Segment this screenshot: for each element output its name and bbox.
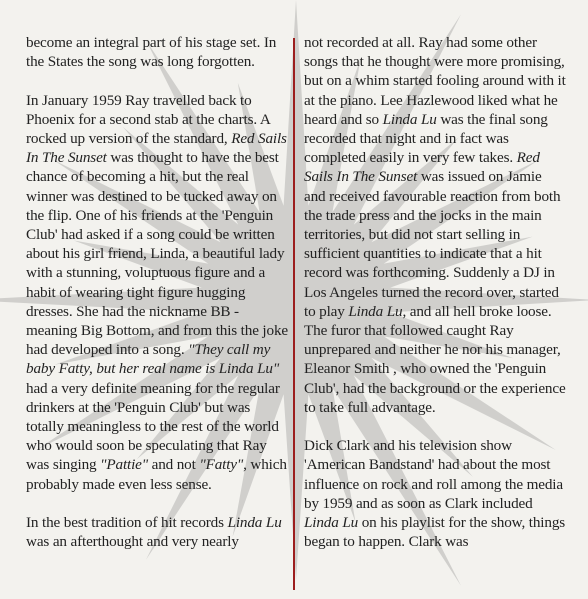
text-run: was thought to have the best chance of becoming a hit, but the real winner was destined to be tucked away on the flip. One of his friends at the 'Penguin Club' had asked if a song could be written about his girl friend, Linda, a beautiful lady with a stunning, voluptuous figure and a habit of wearing tight figure hugging dresses. She had the nickname BB - meaning Big Bottom, and from this the joke had developed into a song. (26, 149, 288, 359)
text-run: become an integral part of his stage set. In the States the song was long forgotten. (26, 34, 277, 71)
text-run: and not (147, 456, 200, 474)
paragraph (26, 513, 288, 551)
text-run: Dick Clark and his television show 'American Bandstand' had about the most influence on rock and roll among the media by 1959 and as soon as Clark included (304, 437, 563, 512)
text-run: , which probably made even less sense. (26, 456, 287, 493)
song-title: Linda Lu (348, 302, 403, 320)
text-run: had a very definite meaning for the regular drinkers at the 'Penguin Club' but was totally meaningless to the rest of the world who would soon be speculating that Ray was singing (26, 379, 280, 474)
song-title: Linda Lu (227, 514, 282, 532)
lyric-word: "Fatty" (199, 456, 244, 474)
text-run: was an afterthought and very nearly (26, 533, 239, 551)
song-title: Red Sails In The Sunset (304, 149, 540, 186)
paragraph (26, 91, 288, 494)
text-run: not recorded at all. Ray had some other songs that he thought were more promising, but on a whim started fooling around with it at the piano. Lee Hazlewood liked what he heard and so (304, 34, 566, 128)
text-run: In the best tradition of hit records (26, 514, 228, 532)
left-column (26, 33, 288, 551)
song-title: Linda Lu (382, 110, 437, 128)
text-run: was issued on Jamie and received favourable reaction from both the trade press and the jocks in the main territories, but did not start selling in sufficient quantities to indicate that a hit record was forthcoming. Suddenly a DJ in Los Angeles turned the record over, started to play (304, 168, 561, 320)
lyric-word: "Pattie" (100, 456, 148, 474)
paragraph (304, 33, 566, 417)
text-run: In January 1959 Ray travelled back to Phoenix for a second stab at the charts. A rocked up version of the standard, (26, 91, 270, 147)
song-title: Linda Lu (304, 514, 359, 532)
text-run: , and all hell broke loose. The furor that followed caught Ray unprepared and neither he nor his manager, Eleanor Smith , who owned the 'Penguin Club', had the background or the experience to take full advantage. (304, 302, 566, 416)
column-divider (293, 38, 295, 590)
paragraph (304, 436, 566, 551)
lyric-quote: "They call my baby Fatty, but her real name is Linda Lu" (26, 341, 280, 378)
song-title: Red Sails In The Sunset (26, 130, 287, 167)
text-run: was the final song recorded that night and in fact was completed easily in very few takes. (304, 110, 548, 167)
right-column (304, 33, 566, 551)
paragraph (26, 33, 288, 71)
text-run: on his playlist for the show, things began to happen. Clark was (304, 514, 566, 551)
